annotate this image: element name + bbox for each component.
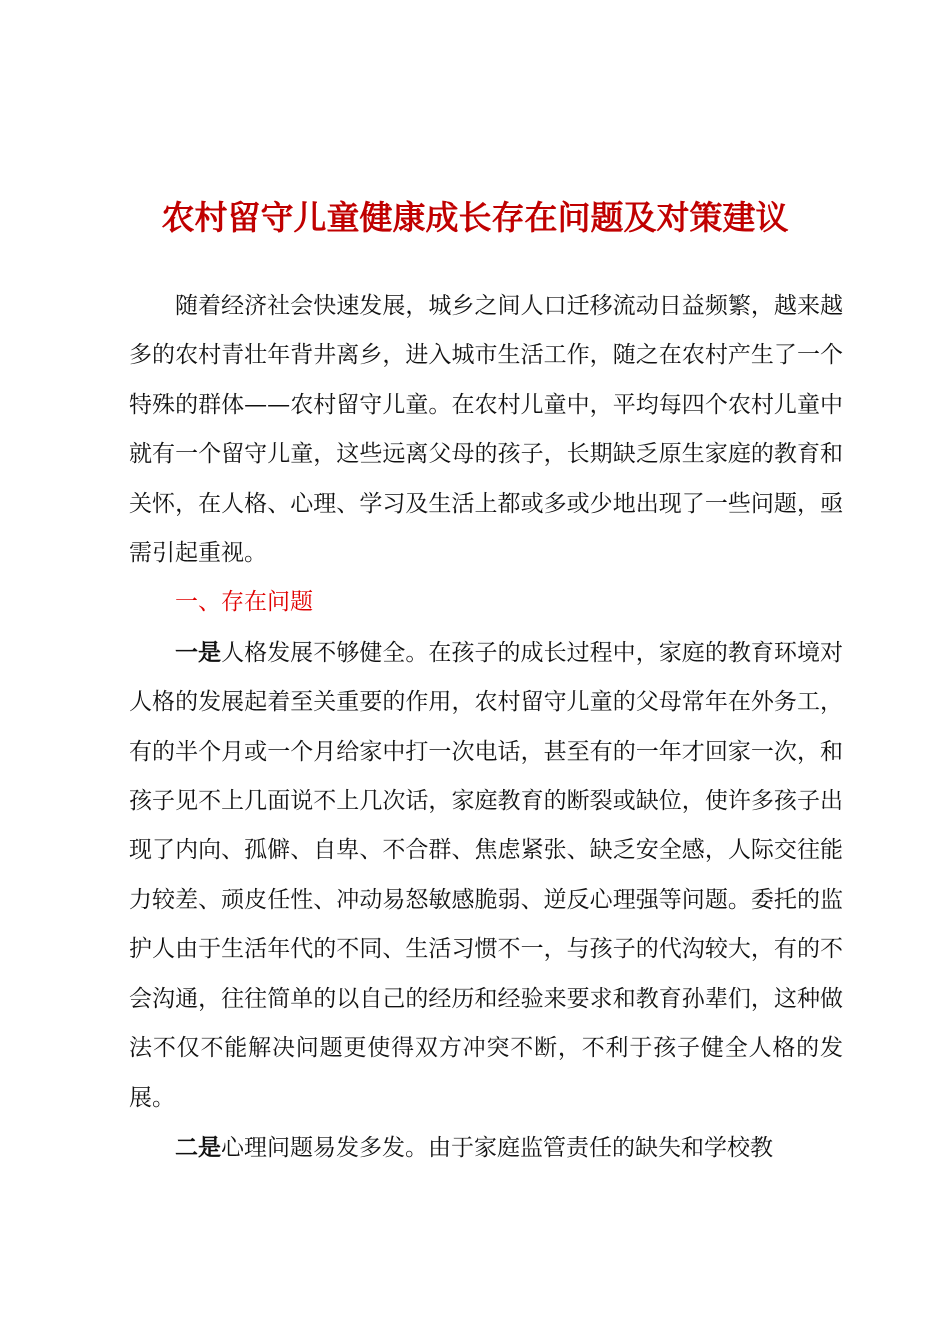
point-two-text: 心理问题易发多发。由于家庭监管责任的缺失和学校教	[221, 1134, 773, 1161]
point-two-lead: 二是	[175, 1133, 221, 1161]
point-two-paragraph	[129, 1123, 843, 1173]
point-one-paragraph	[129, 628, 843, 1123]
section-heading-problems: 一、存在问题	[175, 589, 313, 616]
intro-paragraph: 随着经济社会快速发展，城乡之间人口迁移流动日益频繁，越来越多的农村青壮年背井离乡，进入城市生活工作，随之在农村产生了一个特殊的群体——农村留守儿童。在农村儿童中，平均每四个农村儿童中就有一个留守儿童，这些远离父母的孩子，长期缺乏原生家庭的教育和关怀，在人格、心理、学习及生活上都或多或少地出现了一些问题，亟需引起重视。	[129, 293, 843, 567]
document-title: 农村留守儿童健康成长存在问题及对策建议	[161, 198, 789, 237]
point-one-text: 人格发展不够健全。在孩子的成长过程中，家庭的教育环境对人格的发展起着至关重要的作用，农村留守儿童的父母常年在外务工，有的半个月或一个月给家中打一次电话，甚至有的一年才回家一次，和孩子见不上几面说不上几次话，家庭教育的断裂或缺位，使许多孩子出现了内向、孤僻、自卑、不合群、焦虑紧张、缺乏安全感，人际交往能力较差、顽皮任性、冲动易怒敏感脆弱、逆反心理强等问题。委托的监护人由于生活年代的不同、生活习惯不一，与孩子的代沟较大，有的不会沟通，往往简单的以自己的经历和经验来要求和教育孙辈们，这种做法不仅不能解决问题更使得双方冲突不断，不利于孩子健全人格的发展。	[129, 639, 844, 1111]
document-body	[129, 282, 843, 1173]
point-one-lead: 一是	[175, 638, 222, 666]
